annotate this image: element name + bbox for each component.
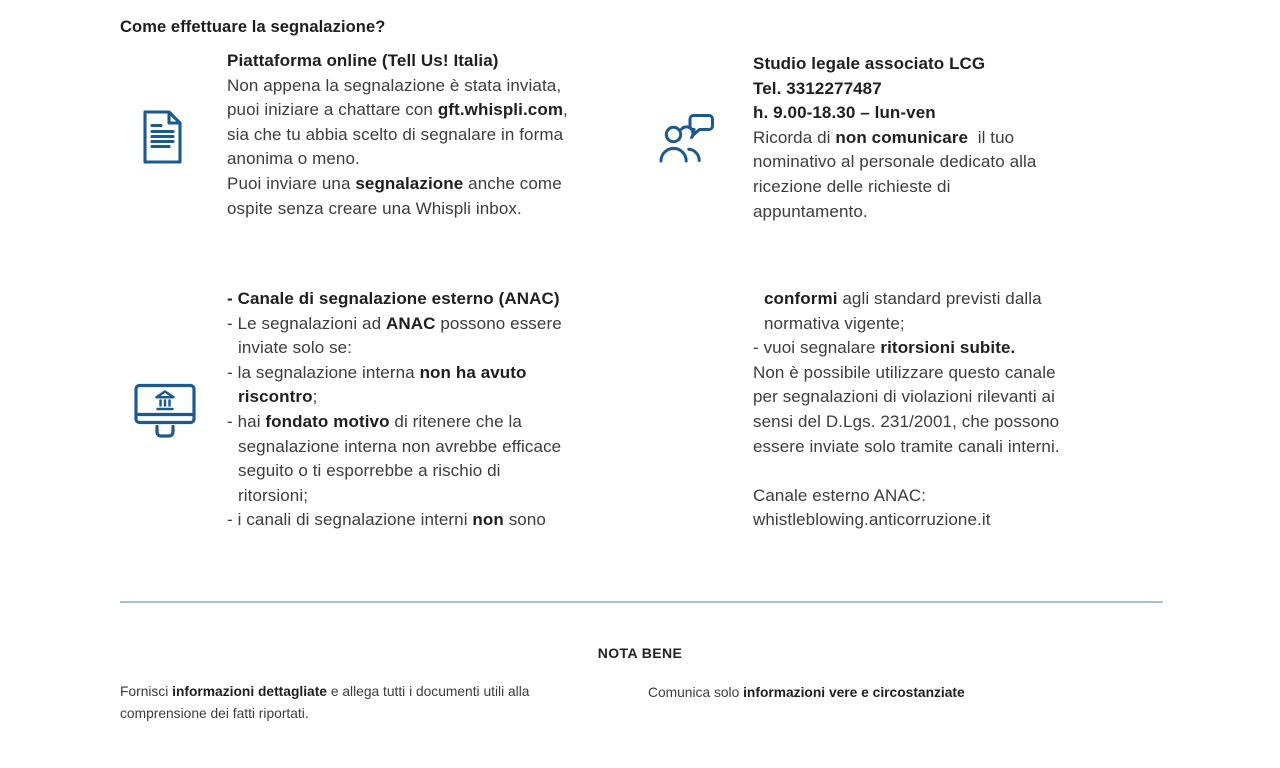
- text-line: Tel. 3312277487: [753, 78, 882, 98]
- text-line: Canale esterno ANAC:: [753, 485, 927, 505]
- text-line: ritorsioni;: [238, 485, 309, 505]
- text-line: - la segnalazione interna non ha avuto: [227, 362, 527, 382]
- people-chat-icon: [657, 113, 717, 166]
- text-line: Ricorda di non comunicare il tuo: [753, 127, 1015, 147]
- text-line: Piattaforma online (Tell Us! Italia): [227, 51, 499, 70]
- text-line: inviate solo se:: [238, 338, 353, 358]
- blank-line: [753, 459, 1060, 484]
- text-line: puoi iniziare a chattare con gft.whispli.com,: [227, 100, 568, 120]
- footer-note-left: [120, 681, 529, 725]
- page-title: Come effettuare la segnalazione?: [120, 18, 386, 36]
- text-line: - Le segnalazioni ad ANAC possono essere: [227, 313, 562, 333]
- text-line: seguito o ti esporrebbe a rischio di: [238, 461, 501, 481]
- text-line: riscontro;: [238, 387, 318, 407]
- text-line: whistleblowing.anticorruzione.it: [753, 510, 991, 530]
- text-line: h. 9.00-18.30 – lun-ven: [753, 103, 936, 123]
- text-line: Fornisci informazioni dettagliate e allega tutti i documenti utili alla: [120, 684, 530, 699]
- text-line: - vuoi segnalare ritorsioni subite.: [753, 338, 1016, 358]
- text-line: ospite senza creare una Whispli inbox.: [227, 198, 522, 218]
- text-line: Non appena la segnalazione è stata inviata,: [227, 75, 562, 95]
- anac-section-left: [227, 287, 562, 533]
- text-line: - hai fondato motivo di ritenere che la: [227, 411, 522, 431]
- text-line: Non è possibile utilizzare questo canale: [753, 362, 1056, 382]
- footer-note-right: [648, 682, 965, 704]
- text-line: ricezione delle richieste di: [753, 176, 951, 196]
- nota-bene-heading: NOTA BENE: [597, 645, 683, 661]
- section-divider: [120, 601, 1163, 603]
- text-line: conformi agli standard previsti dalla: [764, 289, 1042, 308]
- text-line: normativa vigente;: [764, 313, 905, 333]
- legal-contact-section: [753, 52, 1036, 224]
- text-line: Puoi inviare una segnalazione anche come: [227, 173, 562, 193]
- text-line: anonima o meno.: [227, 149, 360, 169]
- text-line: Comunica solo informazioni vere e circostanziate: [648, 685, 965, 700]
- text-line: essere inviate solo tramite canali interni.: [753, 436, 1060, 456]
- text-line: per segnalazioni di violazioni rilevanti ai: [753, 387, 1055, 407]
- text-line: Studio legale associato LCG: [753, 54, 986, 73]
- text-line: segnalazione interna non avrebbe efficace: [238, 436, 562, 456]
- text-line: comprensione dei fatti riportati.: [120, 706, 309, 721]
- text-line: sia che tu abbia scelto di segnalare in forma: [227, 124, 564, 144]
- text-line: - Canale di segnalazione esterno (ANAC): [227, 289, 560, 308]
- text-line: sensi del D.Lgs. 231/2001, che possono: [753, 411, 1060, 431]
- anac-section-right: [753, 287, 1060, 533]
- platform-section: [227, 49, 568, 221]
- text-line: nominativo al personale dedicato alla: [753, 152, 1037, 172]
- text-line: appuntamento.: [753, 201, 868, 221]
- monitor-bank-icon: [133, 382, 197, 445]
- text-line: - i canali di segnalazione interni non sono: [227, 510, 546, 530]
- document-icon: [138, 109, 187, 165]
